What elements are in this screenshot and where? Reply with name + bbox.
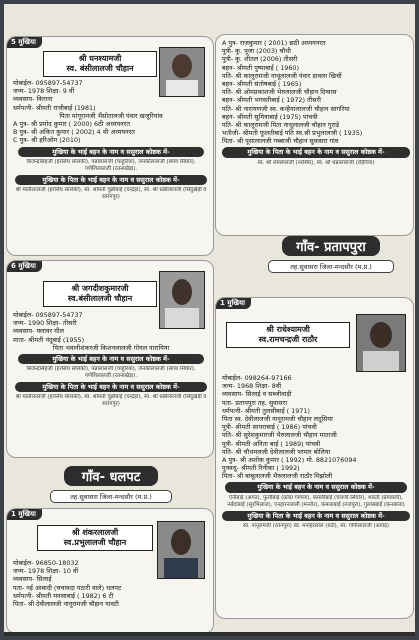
village-title: गाँव- प्रतापपुरा (282, 236, 380, 256)
detail-line: A पुत्र- राजकुमार ( 2001) छठी अध्ययनरत (222, 39, 326, 47)
detail-line: भतीजी- श्रीमती फूलतीबाई पति स्व.श्री प्रभुलालजी ( 1935) (222, 129, 363, 138)
detail-line: पिता भवानीशंकरजी किशनलालजी गोयल नारायिया (52, 343, 170, 352)
member-details (13, 311, 209, 408)
detail-line: बहन- श्रीमती भगवतीबाई ( 1972) तीसरी (222, 96, 321, 105)
member-name: श्री जगदीशकुमारजी (71, 284, 129, 293)
member-details (13, 559, 211, 608)
member-card-jagdish (6, 260, 214, 458)
member-name-box (43, 281, 157, 307)
member-card-radheshyam (215, 297, 414, 619)
member-name: श्री राधेश्यामजी (266, 325, 310, 334)
detail-line: बहन- श्रीमती सुमित्राबाई (1975) पांचवी (222, 112, 318, 121)
page-bottom-bar (4, 632, 415, 636)
uncles-heading: मुखिया के पिता के भाई बहन के नाम व ससुराल कोष्ठक में- (222, 511, 410, 521)
detail-line: पिता- श्री बाबूलालजी भैरुलालजी राठौर मिझोली (222, 472, 333, 481)
detail-line: धर्मपत्नी- श्रीमती मनसाबाई ( 1982) 6 टी (13, 591, 114, 600)
detail-line: जन्म- 1968 शिक्षा- 8वीं (222, 382, 282, 391)
card-number-tag: 1 मुखिया (7, 509, 42, 520)
member-name: श्री घनश्यामजी (78, 54, 122, 63)
detail-line: पता- प्रतापपुरा तह. सुवासरा (222, 398, 287, 407)
siblings-list: बिजेन्द्रसिंहजी (हरसिंघ सोलंकी), पन्नालालजी (चाहुरिया), जनकीलालजी (साया सिंघोर), गणेशिलालजी (रतनाखेड़ा). (26, 158, 196, 172)
uncles-list: श्री मोतीलालजी (हरसिंघ सोलंकी), स्व. श्रीमती चुन्नीबाई (चन्द्रेड़ा), स्व. श्री धन्नीलालजी (सिंदुखेड़ी व सारंगपुर) (15, 186, 207, 200)
detail-line: बहन- श्रीमती पुष्पाबाई ( 1960) (222, 63, 299, 72)
member-card-ghanshyam (6, 36, 214, 256)
detail-line: धर्मपत्नी- श्रीमती तुलसीबाई ( 1971) (222, 406, 310, 415)
member-father-name: स्व.रामचन्द्रजी राठौर (258, 335, 318, 344)
detail-line: पति- श्री ओमप्रकाशजी भेरुलालजी चौहान दिग्वास (222, 88, 337, 97)
member-name-box (43, 51, 157, 77)
detail-line: A पुत्र- श्री प्रमोद कुमार ( 2000) 6ठी अध्ययनरत (13, 119, 130, 128)
member-father-name: स्व.बंसीलालजी चौहान (67, 294, 133, 303)
detail-line: पति- श्री सुरेशकुमारजी भैरुलालजी चौहान माताजी (222, 431, 337, 440)
siblings-heading: मुखिया के भाई बहन के नाम व ससुराल कोष्ठक में- (225, 482, 407, 492)
detail-line: पति- श्री नारायणजी स्व. कन्हैयालालजी चौहान सागरिया (222, 104, 350, 113)
detail-line: पुत्री- श्रीमती सायराबाई ( 1986) पांचवी (222, 423, 317, 432)
detail-line: C पुत्र- श्री हरिओम (2010) (13, 136, 81, 145)
village-subtitle: तह.सुवासरा जिला-मन्दसौर (म.प्र.) (268, 260, 394, 273)
detail-line: व्यवसाय- सिलाई (13, 575, 52, 584)
card-number-tag: 1 मुखिया (216, 298, 251, 309)
siblings-heading: मुखिया के भाई बहन के नाम व ससुराल कोष्ठक में- (18, 354, 204, 364)
member-details (222, 39, 410, 167)
detail-line: व्यवसाय- किराना (13, 95, 53, 104)
uncles-list: श्री मोतीलालजी (हरसिंघ सोलंकी), स्व. श्रीमती चुन्नीबाई (चन्द्रेड़ा), स्व. श्री धन्नीलालजी (सिंदुखेड़ी व सारंगपुर) (15, 394, 207, 408)
member-name-box (37, 525, 153, 551)
directory-page (4, 4, 415, 636)
detail-line: पिता- श्री देवीलालजी नानूरामजी चौहान पावटी (13, 599, 119, 608)
detail-line: जन्म- 1978 शिक्षा- 10 वीं (13, 567, 79, 576)
member-details (222, 374, 410, 530)
uncles-heading: मुखिया के पिता के भाई बहन के नाम व ससुराल कोष्ठक में- (222, 147, 410, 157)
detail-line: मोबाईल- 095897-54737 (13, 79, 83, 87)
uncles-heading: मुखिया के पिता के भाई बहन के नाम व ससुराल कोष्ठक में- (15, 175, 207, 185)
member-card-continuation (215, 34, 414, 236)
siblings-list: ऐनीबाई (अंगत), फुलीबाई (कोदा गांगला), कमलीबाई (चारणी-सिंघोर), भारती (प्रेमवाली), नर्बदाबाई (सुरभिलाज), एनहारनलाली (मनरोर), कमलाबाई (रुजपुरा), गुलाबबाई (कनबाला) (227, 494, 405, 508)
member-father-name: स्व.प्रभुलालजी चौहान (63, 538, 127, 547)
detail-line: व्यवसाय- सिलाई व सब्जीवाड़ी (222, 390, 292, 399)
detail-line: मोबाईल- 96850-18032 (13, 559, 79, 567)
uncles-heading: मुखिया के पिता के भाई बहन के नाम व ससुराल कोष्ठक में- (15, 382, 207, 392)
uncles-list: स्व. श्री रामलालजी (नरसिंघ), स्व. श्री धन्नालालजी (रहिरिया) (257, 159, 375, 166)
siblings-heading: मुखिया के भाई बहन के नाम व ससुराल कोष्ठक में- (18, 147, 204, 157)
detail-line: धर्मपत्नी- श्रीमती राजीबाई (1981) (13, 103, 96, 112)
detail-line: पता- नई आबादी (चचावदा पठारी वाले) धलपट (13, 583, 122, 592)
detail-line: पति- श्री कालूरामजी नाथूलालजी पंवार डावला खिचीं (222, 71, 342, 80)
member-photo (356, 314, 406, 372)
member-father-name: स्व. बंसीलालजी चौहान (66, 64, 134, 73)
card-number-tag: 5 मुखिया (7, 37, 42, 48)
village-subtitle: तह.सुवासरा जिला-मन्दसौर (म.प्र.) (50, 490, 172, 503)
detail-line: बहन- श्रीमती संतोषबाई ( 1965) (222, 79, 302, 88)
detail-line: पुत्रवधू- श्रीमती रिनीका ( 1992) (222, 464, 300, 473)
detail-line: मोबाईल- 098264-97166 (222, 374, 292, 382)
detail-line: पिता- श्री पूसालालजी गब्बाजी चौहान सुवासरा गांव (222, 137, 339, 146)
member-name-box (226, 322, 350, 348)
detail-line: A पुत्र- श्री अशोक कुमार ( 1992) मो. 8821076094 (222, 455, 357, 464)
detail-line: B पुत्र- श्री अंकित कुमार ( 2002) 4 थी अध्ययनरत (13, 128, 135, 137)
member-card-shankarlal (6, 508, 214, 634)
detail-line: पुत्री- कु. शीतल (2006) तीसरी (222, 55, 298, 64)
detail-line: पति- श्री कालूरामजी पिता नाथूलालजी चौहान गुराड़े (222, 120, 340, 129)
member-name: श्री शंकरलालजी (71, 528, 119, 537)
siblings-list: बिजेन्द्रसिंहजी (हरसिंघ सोलंकी), पन्नालालजी (चाहुरिया), जनकीलालजी (साया सिंघोर), गणेशिलालजी (रतनाखेड़ा). (26, 366, 196, 380)
village-title: गाँव- धलपट (64, 466, 158, 486)
detail-line: व्यवसाय- फ्लावर मील (13, 327, 64, 336)
card-number-tag: 6 मुखिया (7, 261, 42, 272)
member-details (13, 79, 209, 201)
uncles-list: स्व. नानूरामजी (रतनपुरा) स्व. मनोहरलाल (रुटी), स्व. गोपीलालजी (आवड़) (242, 522, 390, 529)
detail-line: जन्म- 1990 शिक्षा- तीसरी (13, 319, 77, 328)
detail-line: पिता स्व. देवीलालजी नानूरामजी चौहान लदूसिया (222, 414, 333, 423)
detail-line: जन्म- 1978 शिक्षा- 9 वीं (13, 87, 75, 96)
detail-line: पुत्री- श्रीमती अनिता बाई ( 1989) पांचवी (222, 439, 321, 448)
detail-line: मोबाईल- 095897-54737 (13, 311, 83, 319)
detail-line: पति- श्री चौथमलजी देवीलालजी परमार बोलिया (222, 447, 331, 456)
detail-line: पिता मांगूरामजी भैंसोतालजी पंवार खजूरियांव (59, 111, 163, 120)
detail-line: पुत्री- कु. पूजा (2003) चौथी (222, 47, 291, 56)
detail-line: माता- श्रीमती नंदूबाई (1955) (13, 335, 85, 344)
